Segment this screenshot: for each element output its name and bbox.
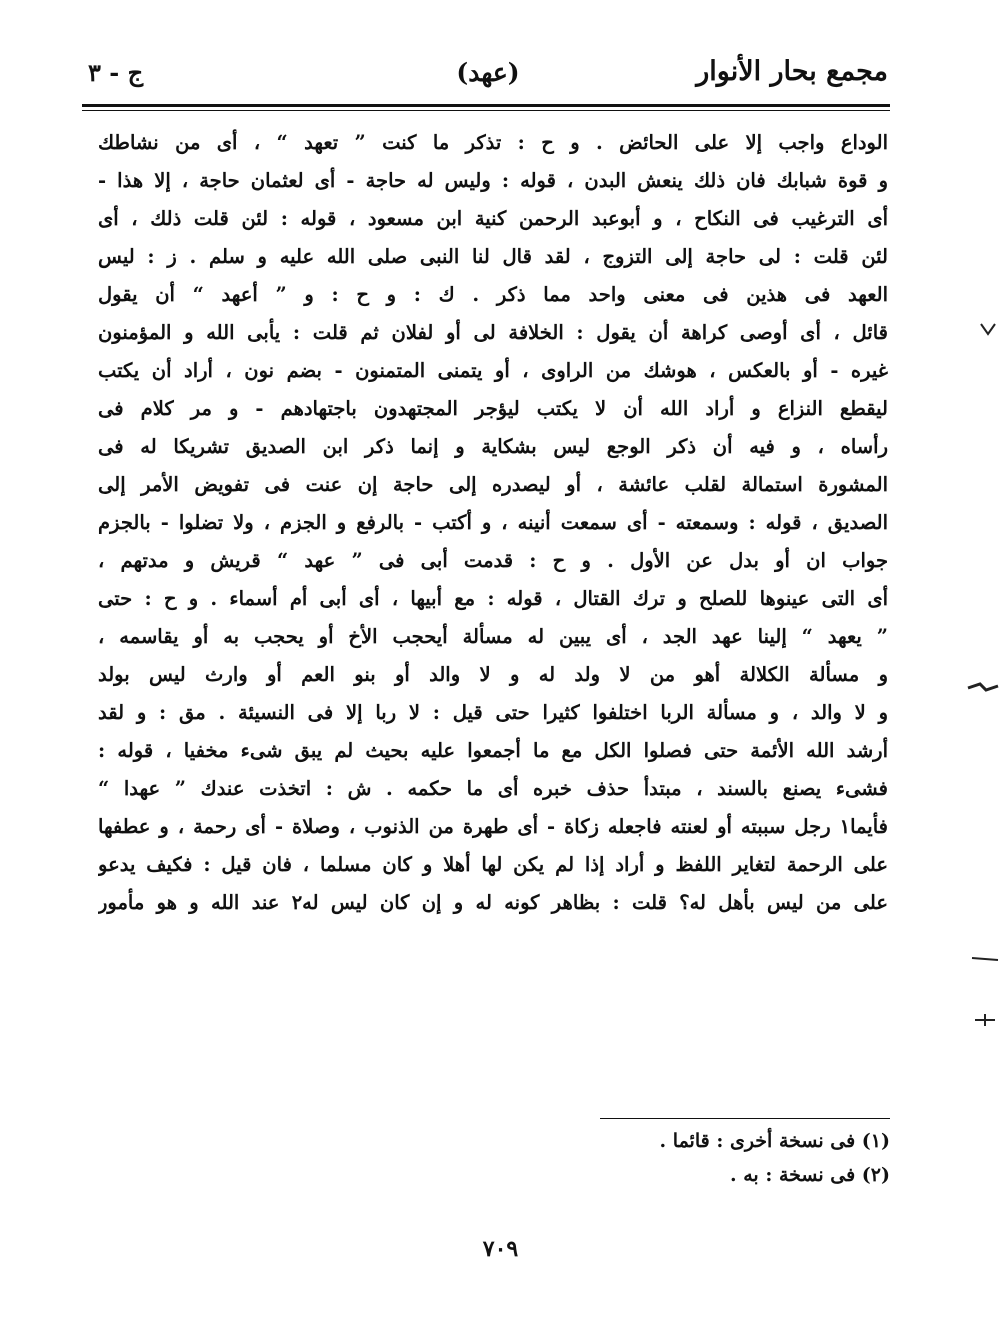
text-line: جواب ان أو بدل عن الأول . و ح : قدمت أبى فى ” عهد “ قريش و مدتهم ، [98, 549, 888, 572]
text-line: و قوة شبابك فان ذلك ينعش البدن ، قوله : وليس له حاجة - أى لعثمان حاجة ، إلا هذا - [98, 169, 888, 192]
text-line: لئن قلت : لى حاجة إلى التزوج ، لقد قال لنا النبى صلى الله عليه و سلم . ز : ليس [98, 245, 888, 268]
text-line: فشىء يصنع بالسند ، مبتدأ حذف خبره أى ما حكمه . ش : اتخذت عندك ” عهدا “ [98, 777, 888, 800]
footnotes [500, 1124, 890, 1192]
header-rule-thin [82, 110, 890, 111]
text-line: قائل ، أى أوصى كراهة أن يقول : الخلافة لى أو لفلان ثم قلت : يأبى الله و المؤمنون [98, 321, 888, 344]
margin-mark [970, 948, 1000, 968]
text-line: المشورة استمالة لقلب عائشة ، أو ليصدره إلى حاجة إن عنت فى تفويض الأمر إلى [98, 473, 888, 496]
volume-number: ج - ٣ [88, 58, 144, 87]
book-title: مجمع بحار الأنوار [696, 56, 888, 87]
text-line: أرشد الله الأئمة حتى فصلوا الكل مع ما أجمعوا عليه بحيث لم يبق شىء مخفيا ، قوله : [98, 739, 888, 762]
text-line: و لا والد ، و مسألة الربا اختلفوا كثيرا حتى قيل : لا ربا إلا فى النسيئة . مق : و لقد [98, 701, 888, 724]
text-line: أى التى عينوها للصلح و ترك القتال ، قوله : مع أبيها ، أى أبى أم أسماء . و ح : حتى [98, 587, 888, 610]
text-line: ليقطع النزاع و أراد الله أن لا يكتب ليؤجر المجتهدون باجتهادهم - و مر كلام فى [98, 397, 888, 420]
text-line: على الرحمة لتغاير اللفظ و أراد إذا لم يكن لها أهلا و كان مسلما ، فان قيل : فكيف يدعو [98, 853, 888, 876]
footnote: (١) فى نسخة أخرى : قائما . [659, 1130, 890, 1152]
text-line: ” يعهد “ إلينا عهد الجد ، أى يبين له مسألة أيحجب الأخ أو يحجب به أو يقاسمه ، [98, 625, 888, 648]
text-line: على من ليس بأهل له؟ قلت : بظاهر كونه له و إن كان ليس له٢ عند الله و هو مأمور [98, 891, 888, 914]
footnote-rule [600, 1118, 890, 1119]
margin-mark [966, 678, 1000, 698]
entry-heading: (عهد) [456, 58, 520, 87]
text-line: غيره - أو بالعكس ، هوشك من الراوى ، أو يتمنى المتمنون - بضم نون ، أراد أن يكتب [98, 359, 888, 382]
text-line: الوداع واجب إلا على الحائض . و ح : تذكر ما كنت ” تعهد “ ، أى من نشاطك [98, 131, 888, 154]
body-text [98, 124, 888, 922]
text-line: الصديق ، قوله : وسمعته - أى سمعت أنينه ، و أكتب - بالرفع و الجزم ، ولا تضلوا - بالجزم [98, 511, 888, 534]
running-header [88, 56, 888, 96]
text-line: العهد فى هذين فى معنى واحد مما ذكر . ك : و ح : و ” أعهد “ أن يقول [98, 283, 888, 306]
footnote: (٢) فى نسخة : به . [730, 1164, 890, 1186]
text-line: و مسألة الكلالة أهو من لا ولد له و لا والد أو بنو العم أو وارث ليس بولد [98, 663, 888, 686]
text-line: فأيما١ رجل سببته أو لعنته فاجعله زكاة - أى طهرة من الذنوب ، وصلاة - أى رحمة ، و عطفها [98, 815, 888, 838]
text-line: رأساه ، و فيه أن ذكر الوجع ليس بشكاية و إنما ذكر ابن الصديق تشريكا له فى [98, 435, 888, 458]
text-line: أى الترغيب فى النكاح ، و أبوعبد الرحمن كنية ابن مسعود ، قوله : لئن قلت ذلك ، أى [98, 207, 888, 230]
page-number: ٧٠٩ [482, 1236, 519, 1262]
margin-mark [972, 1010, 998, 1030]
margin-mark [978, 320, 998, 340]
header-rule-thick [82, 104, 890, 107]
